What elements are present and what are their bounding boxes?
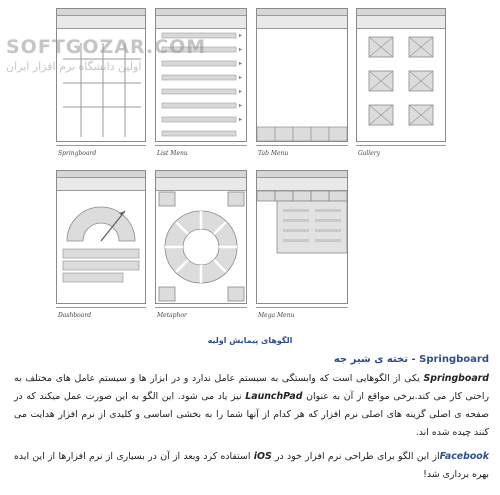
paragraph-2 — [14, 448, 489, 484]
p2-term-ios: iOS — [253, 451, 272, 462]
heading-separator: - — [408, 354, 420, 365]
pattern-label-gallery: Gallery — [358, 150, 381, 157]
metaphor-ring — [156, 191, 246, 303]
heading-persian: تخته ی شیر جه — [333, 354, 408, 365]
pattern-label-springboard: Springboard — [58, 150, 97, 157]
pattern-label-dashboard: Dashboard — [58, 312, 92, 319]
p1-text-a: یکی از الگوهایی است که وابستگی به سیستم عامل ندارد و در ابزار ها و سیستم عامل های مختلف به راحتی کار می کند.برخی مواقع از آن به عنوان — [14, 373, 489, 402]
gallery-wireframe — [356, 8, 446, 142]
mega-menu-wireframe — [256, 170, 348, 304]
watermark — [6, 36, 206, 73]
pattern-label-list-menu: List Menu — [157, 150, 188, 157]
tab-menu-wireframe — [256, 8, 348, 142]
mega-menu-panel — [257, 191, 347, 303]
pattern-label-tab-menu: Tab Menu — [258, 150, 289, 157]
springboard-wireframe — [56, 8, 146, 142]
figure-caption: الگوهای پیمایش اولیه — [207, 336, 293, 345]
paragraph-1 — [14, 370, 489, 442]
heading-english: Springboard — [419, 354, 489, 365]
gallery-thumbnails — [357, 29, 445, 141]
p2-term-facebook: Facebook — [439, 451, 489, 462]
watermark-line1: SOFTGOZAR.COM — [6, 36, 207, 58]
pattern-label-metaphor: Metaphor — [157, 312, 187, 319]
list-menu-wireframe — [155, 8, 247, 142]
section-heading — [14, 351, 489, 369]
p1-term-springboard: Springboard — [423, 373, 489, 384]
tab-bar — [257, 29, 347, 141]
watermark-line2: اولین دانشگاه نرم افزار ایران — [6, 60, 142, 73]
p1-term-launchpad: LaunchPad — [245, 391, 303, 402]
p1-text-b: نیز یاد می شود. این الگو به این صورت عمل میکند که در صفحه ی اصلی گزینه های اصلی نرم افزار که هر کدام از آنها شما را به بخشی اساسی و کلیدی از نرم افزار هدایت می کنند چیده شده اند. — [14, 391, 489, 438]
p2-text-b: استفاده کرد وبعد از آن در بسیاری از نرم افزارها از این ایده بهره برداری شد! — [14, 451, 489, 480]
metaphor-wireframe — [155, 170, 247, 304]
dashboard-gauge — [57, 191, 145, 303]
pattern-label-mega-menu: Mega Menu — [258, 312, 295, 319]
dashboard-wireframe — [56, 170, 146, 304]
p2-text-a: از این الگو برای طراحی نرم افزار خود در — [271, 451, 440, 462]
